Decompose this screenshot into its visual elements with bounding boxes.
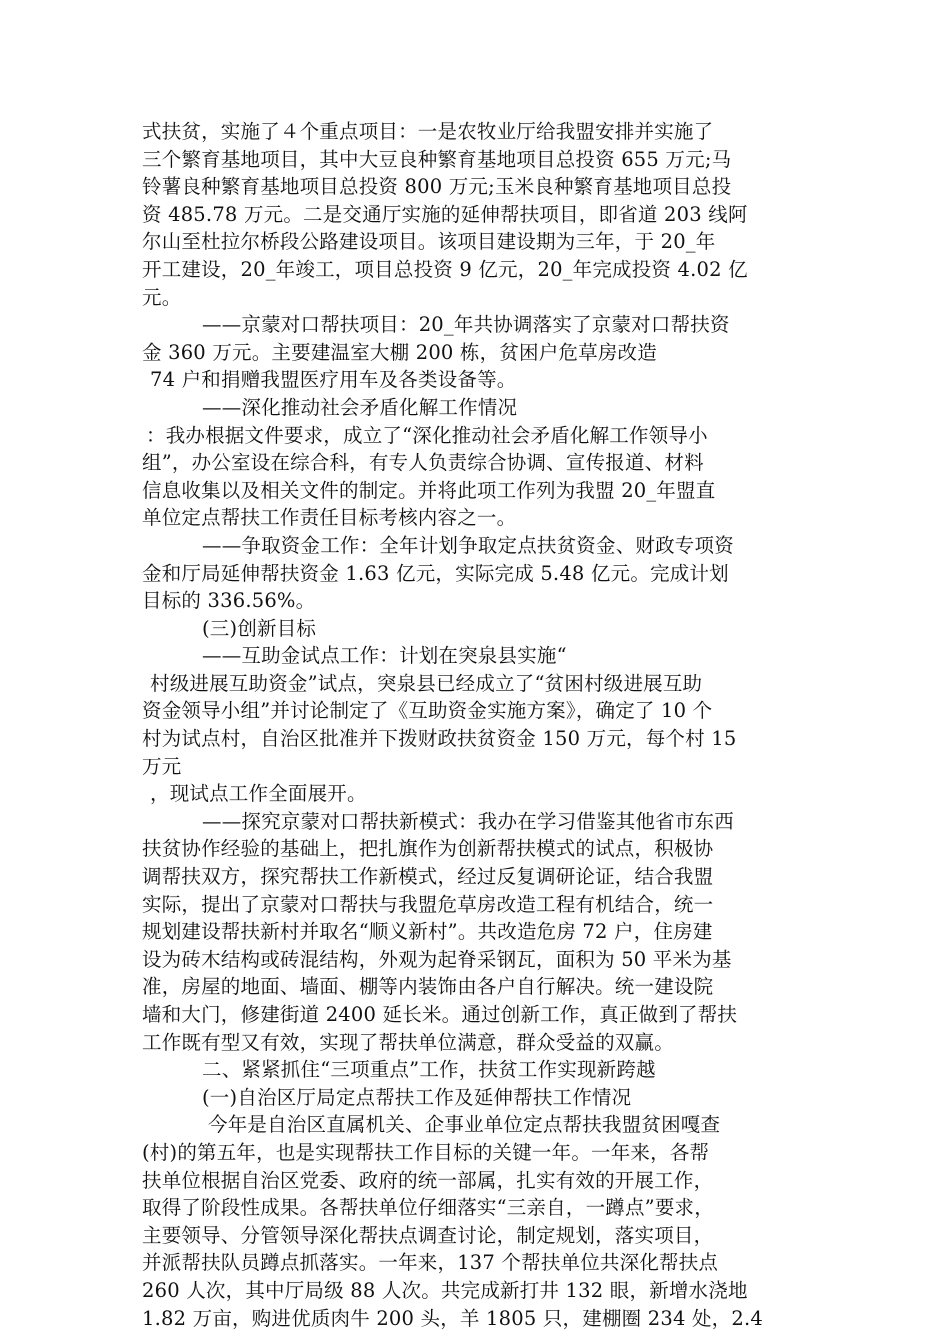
text-line: 260 人次，其中厅局级 88 人次。共完成新打井 132 眼，新增水浇地 xyxy=(142,1278,748,1302)
text-line: ，现试点工作全面展开。 xyxy=(150,782,367,806)
text-line: ——深化推动社会矛盾化解工作情况 xyxy=(202,395,518,419)
text-line: 74 户和捐赠我盟医疗用车及各类设备等。 xyxy=(150,368,517,392)
text-line: 设为砖木结构或砖混结构，外观为起脊采钢瓦，面积为 50 平米为基 xyxy=(142,947,732,971)
text-line: 规划建设帮扶新村并取名“顺义新村”。共改造危房 72 户，住房建 xyxy=(142,920,713,944)
text-line: 今年是自治区直属机关、企事业单位定点帮扶我盟贫困嘎查 xyxy=(208,1113,721,1137)
text-line: 取得了阶段性成果。各帮扶单位仔细落实“三亲自，一蹲点”要求， xyxy=(142,1196,714,1220)
text-line: 工作既有型又有效，实现了帮扶单位满意，群众受益的双赢。 xyxy=(142,1030,674,1054)
text-line: 铃薯良种繁育基地项目总投资 800 万元;玉米良种繁育基地项目总投 xyxy=(142,175,732,199)
text-line: ——探究京蒙对口帮扶新模式：我办在学习借鉴其他省市东西 xyxy=(202,809,734,833)
text-line: (三)创新目标 xyxy=(202,616,317,640)
text-line: ——互助金试点工作：计划在突泉县实施“ xyxy=(202,644,567,668)
text-line: 金和厅局延伸帮扶资金 1.63 亿元，实际完成 5.48 亿元。完成计划 xyxy=(142,561,729,585)
text-line: 主要领导、分管领导深化帮扶点调查讨论，制定规划，落实项目， xyxy=(142,1223,714,1247)
text-line: 村级进展互助资金”试点，突泉县已经成立了“贫困村级进展互助 xyxy=(150,671,703,695)
text-line: 准，房屋的地面、墙面、棚等内装饰由各户自行解决。统一建设院 xyxy=(142,975,714,999)
text-line: 单位定点帮扶工作责任目标考核内容之一。 xyxy=(142,506,517,530)
text-line: 元。 xyxy=(142,285,182,309)
text-line: 尔山至杜拉尔桥段公路建设项目。该项目建设期为三年，于 20_年 xyxy=(142,230,716,254)
text-line: 二、紧紧抓住“三项重点”工作，扶贫工作实现新跨越 xyxy=(202,1058,656,1082)
text-line: ：我办根据文件要求，成立了“深化推动社会矛盾化解工作领导小 xyxy=(146,423,708,447)
text-line: 金 360 万元。主要建温室大棚 200 栋，贫困户危草房改造 xyxy=(142,340,657,364)
text-line: 实际，提出了京蒙对口帮扶与我盟危草房改造工程有机结合，统一 xyxy=(142,892,714,916)
text-line: 三个繁育基地项目，其中大豆良种繁育基地项目总投资 655 万元;马 xyxy=(142,147,732,171)
text-line: 墙和大门，修建街道 2400 延长米。通过创新工作，真正做到了帮扶 xyxy=(142,1003,738,1026)
text-line: ——争取资金工作：全年计划争取定点扶贫资金、财政专项资 xyxy=(202,533,734,557)
text-line: 万元 xyxy=(142,754,182,778)
text-line: 资 485.78 万元。二是交通厅实施的延伸帮扶项目，即省道 203 线阿 xyxy=(142,202,748,226)
text-line: 村为试点村，自治区批准并下拨财政扶贫资金 150 万元，每个村 15 xyxy=(142,727,737,751)
text-line: (一)自治区厅局定点帮扶工作及延伸帮扶工作情况 xyxy=(202,1085,632,1109)
document-body xyxy=(142,118,822,1332)
text-line: 资金领导小组”并讨论制定了《互助资金实施方案》，确定了 10 个 xyxy=(142,699,713,723)
text-line: 开工建设，20_年竣工，项目总投资 9 亿元，20_年完成投资 4.02 亿 xyxy=(142,257,748,281)
text-line: 目标的 336.56%。 xyxy=(142,589,316,613)
text-line: 扶贫协作经验的基础上，把扎旗作为创新帮扶模式的试点，积极协 xyxy=(142,837,714,861)
text-line: 信息收集以及相关文件的制定。并将此项工作列为我盟 20_年盟直 xyxy=(142,478,716,502)
text-line: 1.82 万亩，购进优质肉牛 200 头，羊 1805 只，建棚圈 234 处，2.4 xyxy=(142,1306,763,1330)
text-line: 组”，办公室设在综合科，有专人负责综合协调、宣传报道、材料 xyxy=(142,451,704,475)
text-line: (村)的第五年，也是实现帮扶工作目标的关键一年。一年来，各帮 xyxy=(142,1140,710,1164)
text-line: 调帮扶双方，探究帮扶工作新模式，经过反复调研论证，结合我盟 xyxy=(142,865,714,889)
text-line: 式扶贫，实施了４个重点项目：一是农牧业厅给我盟安排并实施了 xyxy=(142,120,714,143)
text-line: 并派帮扶队员蹲点抓落实。一年来，137 个帮扶单位共深化帮扶点 xyxy=(142,1251,719,1275)
text-line: ——京蒙对口帮扶项目：20_年共协调落实了京蒙对口帮扶资 xyxy=(202,313,730,337)
text-line: 扶单位根据自治区党委、政府的统一部属，扎实有效的开展工作， xyxy=(142,1168,714,1192)
